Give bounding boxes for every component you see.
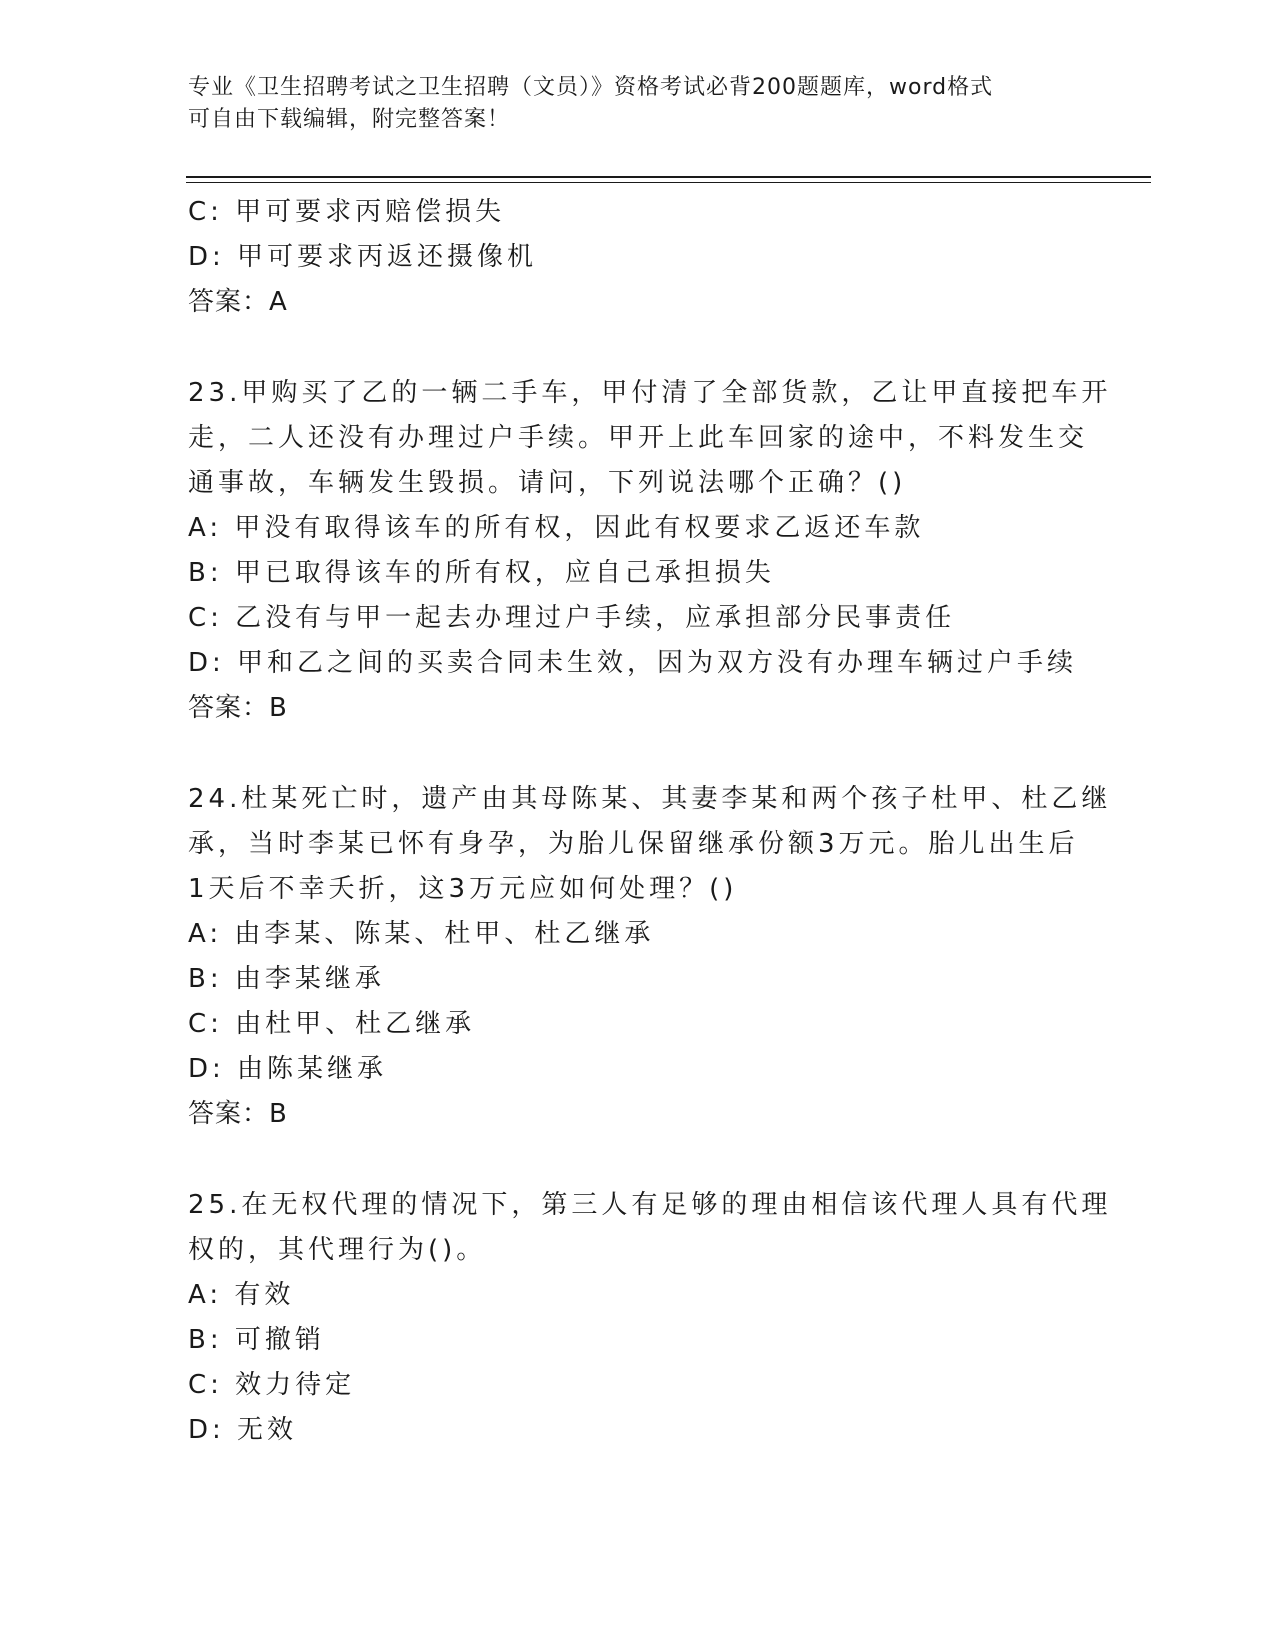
option-c: C: 甲可要求丙赔偿损失 [188, 197, 506, 227]
option-d: D: 无效 [188, 1415, 298, 1445]
document-header [188, 72, 1068, 136]
option-d: D: 由陈某继承 [188, 1054, 388, 1084]
question-stem-line: 走，二人还没有办理过户手续。甲开上此车回家的途中，不料发生交 [188, 423, 1089, 453]
header-title-line-1: 专业《卫生招聘考试之卫生招聘（文员）》资格考试必背200题题库，word格式 [188, 75, 994, 100]
spacer [188, 1137, 1088, 1183]
question-stem-line: 权的，其代理行为()。 [188, 1235, 487, 1265]
option-a: A: 有效 [188, 1280, 295, 1310]
option-b: B: 由李某继承 [188, 964, 385, 994]
question-25 [188, 1183, 1112, 1453]
question-stem-line: 25.在无权代理的情况下，第三人有足够的理由相信该代理人具有代理 [188, 1190, 1112, 1220]
header-title-line-2: 可自由下载编辑，附完整答案！ [188, 107, 511, 132]
answer-line: 答案：A [188, 287, 288, 317]
question-24 [188, 777, 1112, 1137]
question-22 [188, 190, 1088, 325]
answer-line: 答案：B [188, 693, 288, 723]
question-stem-line: 1天后不幸夭折，这3万元应如何处理？() [188, 874, 738, 904]
option-c: C: 乙没有与甲一起去办理过户手续，应承担部分民事责任 [188, 603, 956, 633]
option-d: D: 甲和乙之间的买卖合同未生效，因为双方没有办理车辆过户手续 [188, 648, 1078, 678]
option-d: D: 甲可要求丙返还摄像机 [188, 242, 538, 272]
question-stem-line: 通事故，车辆发生毁损。请问，下列说法哪个正确？() [188, 468, 907, 498]
header-divider-thick [186, 176, 1151, 178]
question-stem-line: 23.甲购买了乙的一辆二手车，甲付清了全部货款，乙让甲直接把车开 [188, 378, 1112, 408]
header-divider-thin [186, 182, 1151, 183]
option-a: A: 甲没有取得该车的所有权，因此有权要求乙返还车款 [188, 513, 925, 543]
option-b: B: 可撤销 [188, 1325, 325, 1355]
spacer [188, 325, 1088, 371]
question-stem-line: 24.杜某死亡时，遗产由其母陈某、其妻李某和两个孩子杜甲、杜乙继 [188, 784, 1112, 814]
question-23 [188, 371, 1112, 731]
option-a: A: 由李某、陈某、杜甲、杜乙继承 [188, 919, 655, 949]
answer-line: 答案：B [188, 1099, 288, 1129]
option-b: B: 甲已取得该车的所有权，应自己承担损失 [188, 558, 775, 588]
option-c: C: 由杜甲、杜乙继承 [188, 1009, 476, 1039]
question-stem-line: 承，当时李某已怀有身孕，为胎儿保留继承份额3万元。胎儿出生后 [188, 829, 1079, 859]
spacer [188, 731, 1088, 777]
option-c: C: 效力待定 [188, 1370, 356, 1400]
question-list [188, 190, 1112, 1453]
